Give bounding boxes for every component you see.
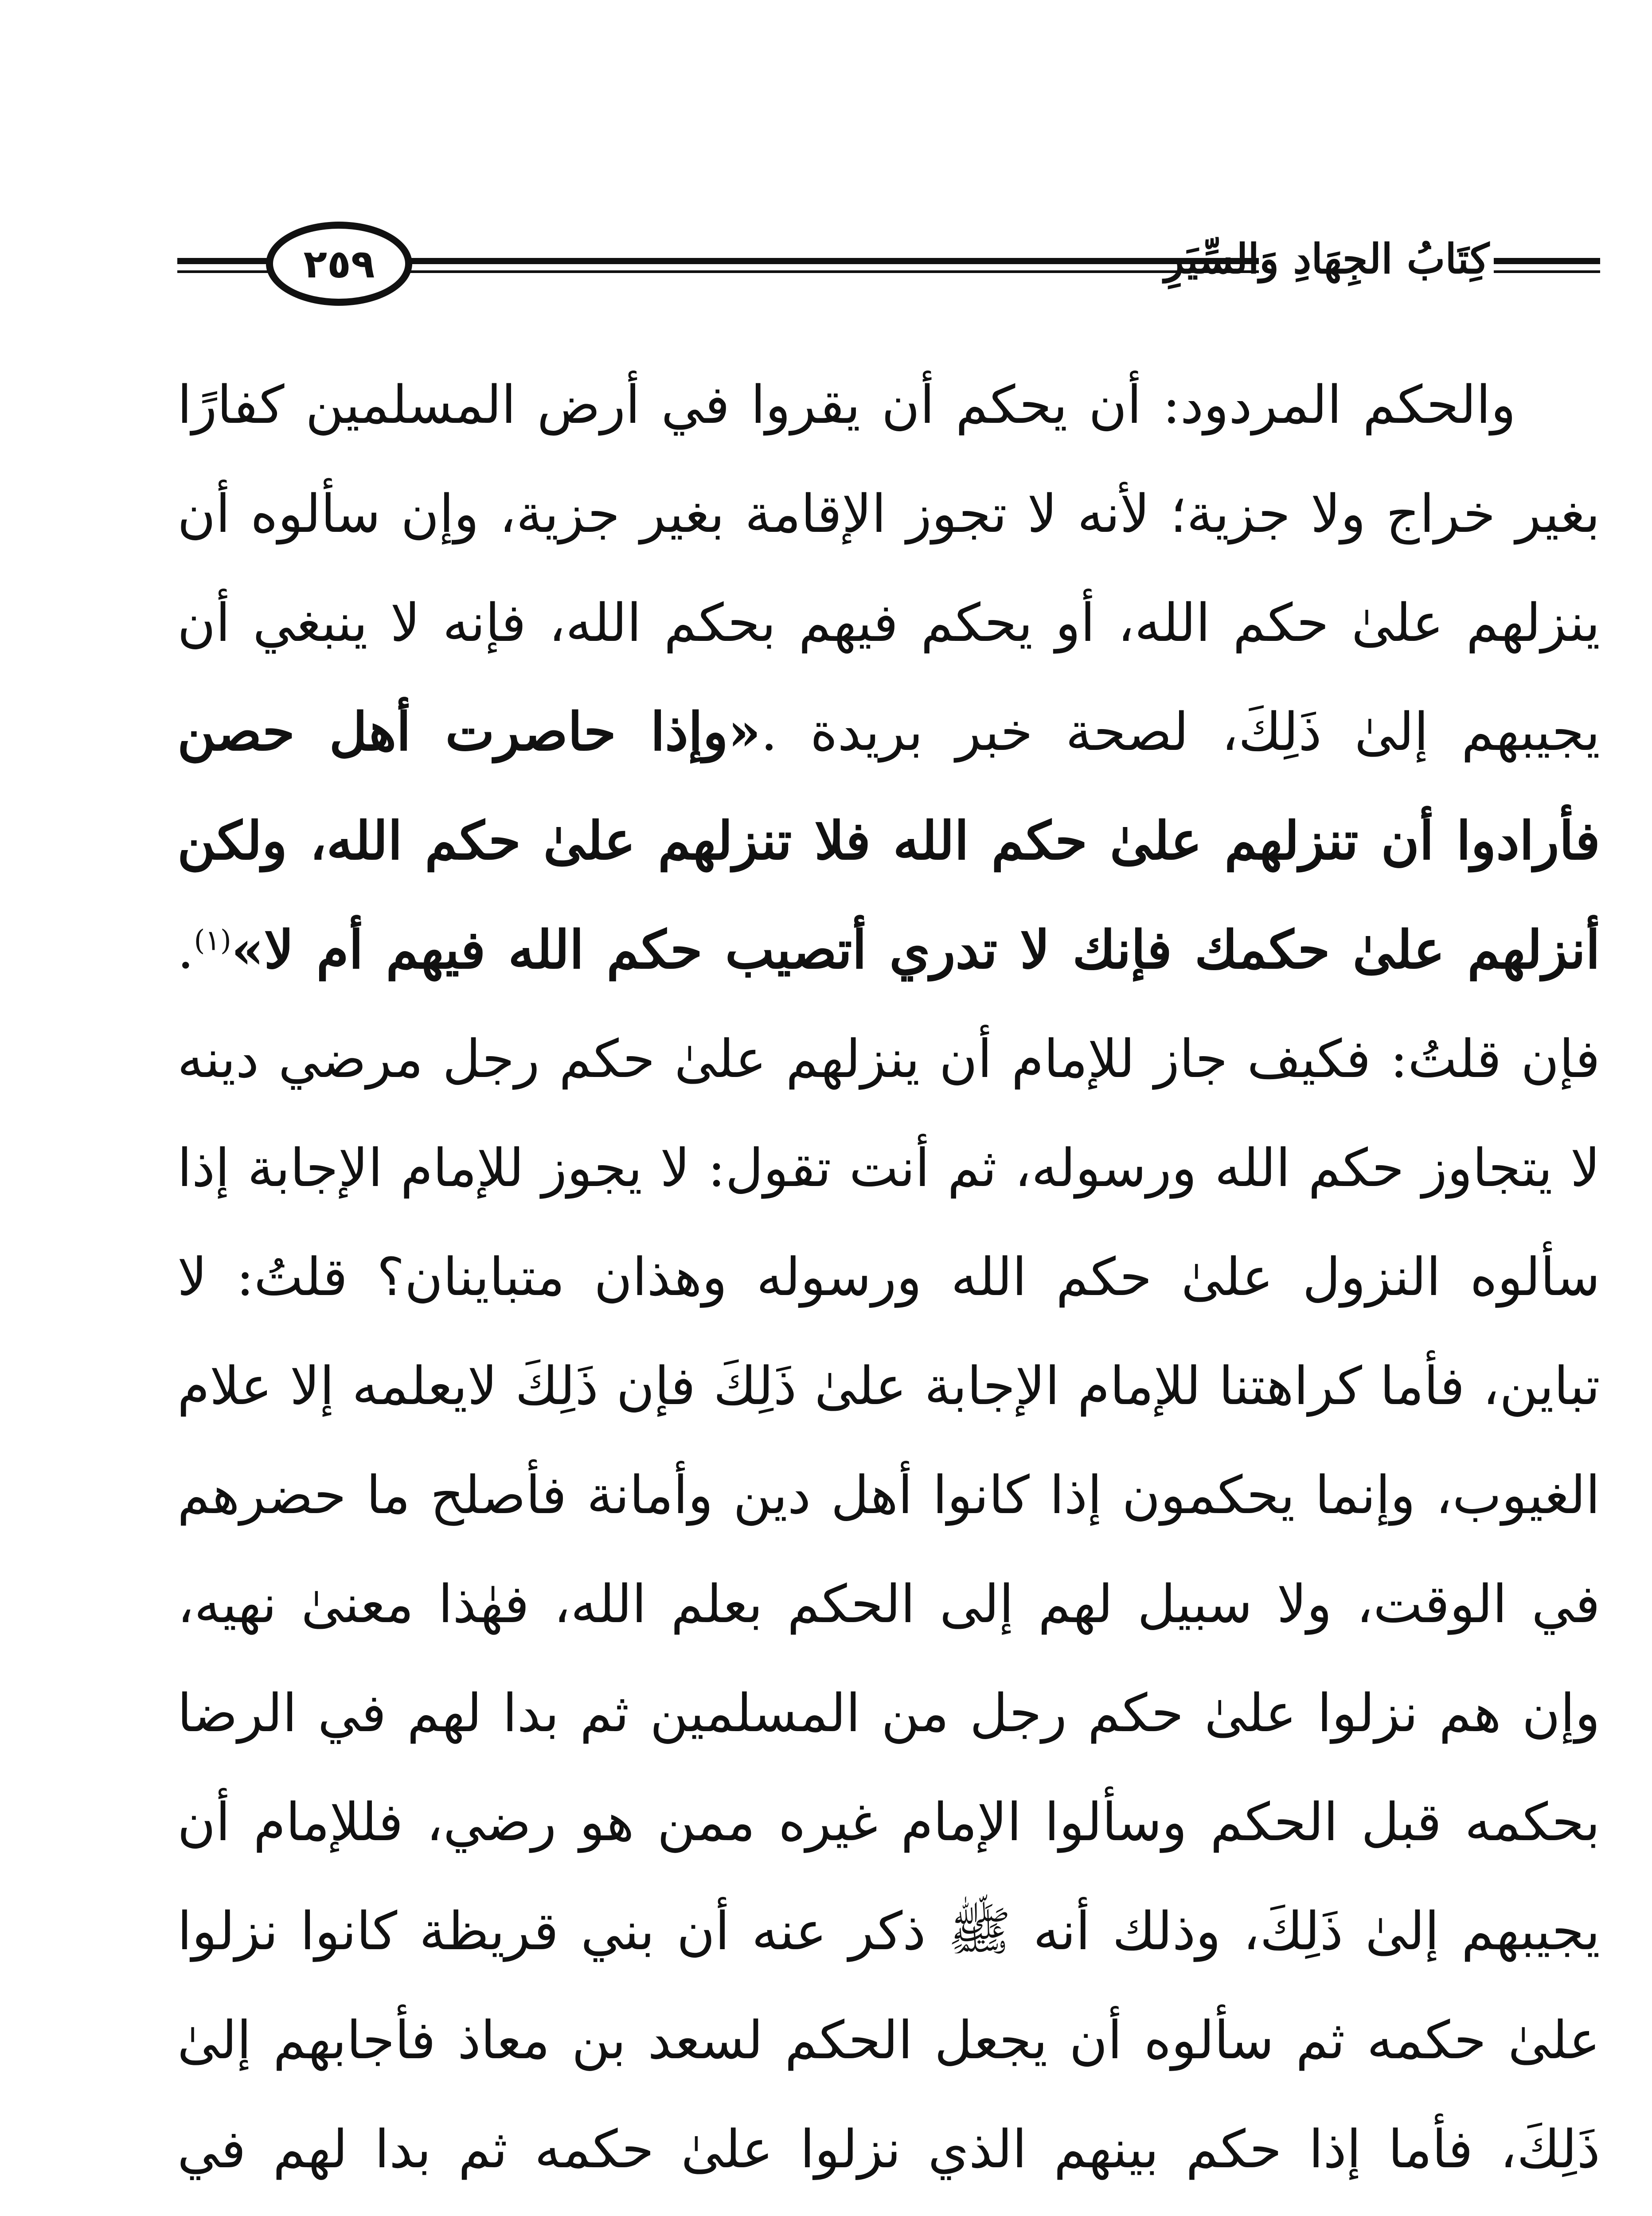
paragraph-1 [177,350,1600,2216]
paragraph-1-lead: والحكم المردود: أن يحكم أن يقروا في أرض المسلمين كفارًا بغير خراج ولا جزية؛ لأنه لا تجوز الإقامة بغير جزية، وإن سألوه أن ينزلهم علىٰ حكم الله، أو يحكم فيهم بحكم الله، فإنه لا ينبغي أن يجيبهم إلىٰ ذَلِكَ، لصحة خبر بريدة . [177,374,1600,762]
page-header [177,208,1600,328]
header-rule-right [1494,258,1600,273]
book-title: كِتَابُ الجِهَادِ وَالسِّيَرِ [1164,235,1489,283]
footnote-reference: (١) [194,924,231,957]
header-rule-middle [399,258,1259,273]
paragraph-1-rest: . فإن قلتُ: فكيف جاز للإمام أن ينزلهم علىٰ حكم رجل مرضي دينه لا يتجاوز حكم الله ورسوله، ثم أنت تقول: لا يجوز للإمام الإجابة إذا سألوه النزول علىٰ حكم الله ورسوله وهذان متباينان؟ قلتُ: لا تباين، فأما كراهتنا للإمام الإجابة علىٰ ذَلِكَ فإن ذَلِكَ لايعلمه إلا علام الغيوب، وإنما يحكمون إذا كانوا أهل دين وأمانة فأصلح ما حضرهم في الوقت، ولا سبيل لهم إلى الحكم بعلم الله، فهٰذا معنىٰ نهيه، وإن هم نزلوا علىٰ حكم رجل من المسلمين ثم بدا لهم في الرضا بحكمه قبل الحكم وسألوا الإمام غيره ممن هو رضي، فللإمام أن يجيبهم إلىٰ ذَلِكَ، وذلك أنه ﷺ ذكر عنه أن بني قريظة كانوا نزلوا علىٰ حكمه ثم سألوه أن يجعل الحكم لسعد بن معاذ فأجابهم إلىٰ ذَلِكَ، فأما إذا حكم بينهم الذي نزلوا علىٰ حكمه ثم بدا لهم في [177,919,1601,2180]
page-number: ٢٥٩ [303,241,375,287]
page-number-oval [266,222,412,306]
main-text [177,350,1600,2216]
hadith-quote: «وإذا حاصرت أهل حصن فأرادوا أن تنزلهم علىٰ حكم الله فلا تنزلهم علىٰ حكم الله، ولكن أنزلهم علىٰ حكمك فإنك لا تدري أتصيب حكم الله فيهم أم لا» [177,701,1600,980]
